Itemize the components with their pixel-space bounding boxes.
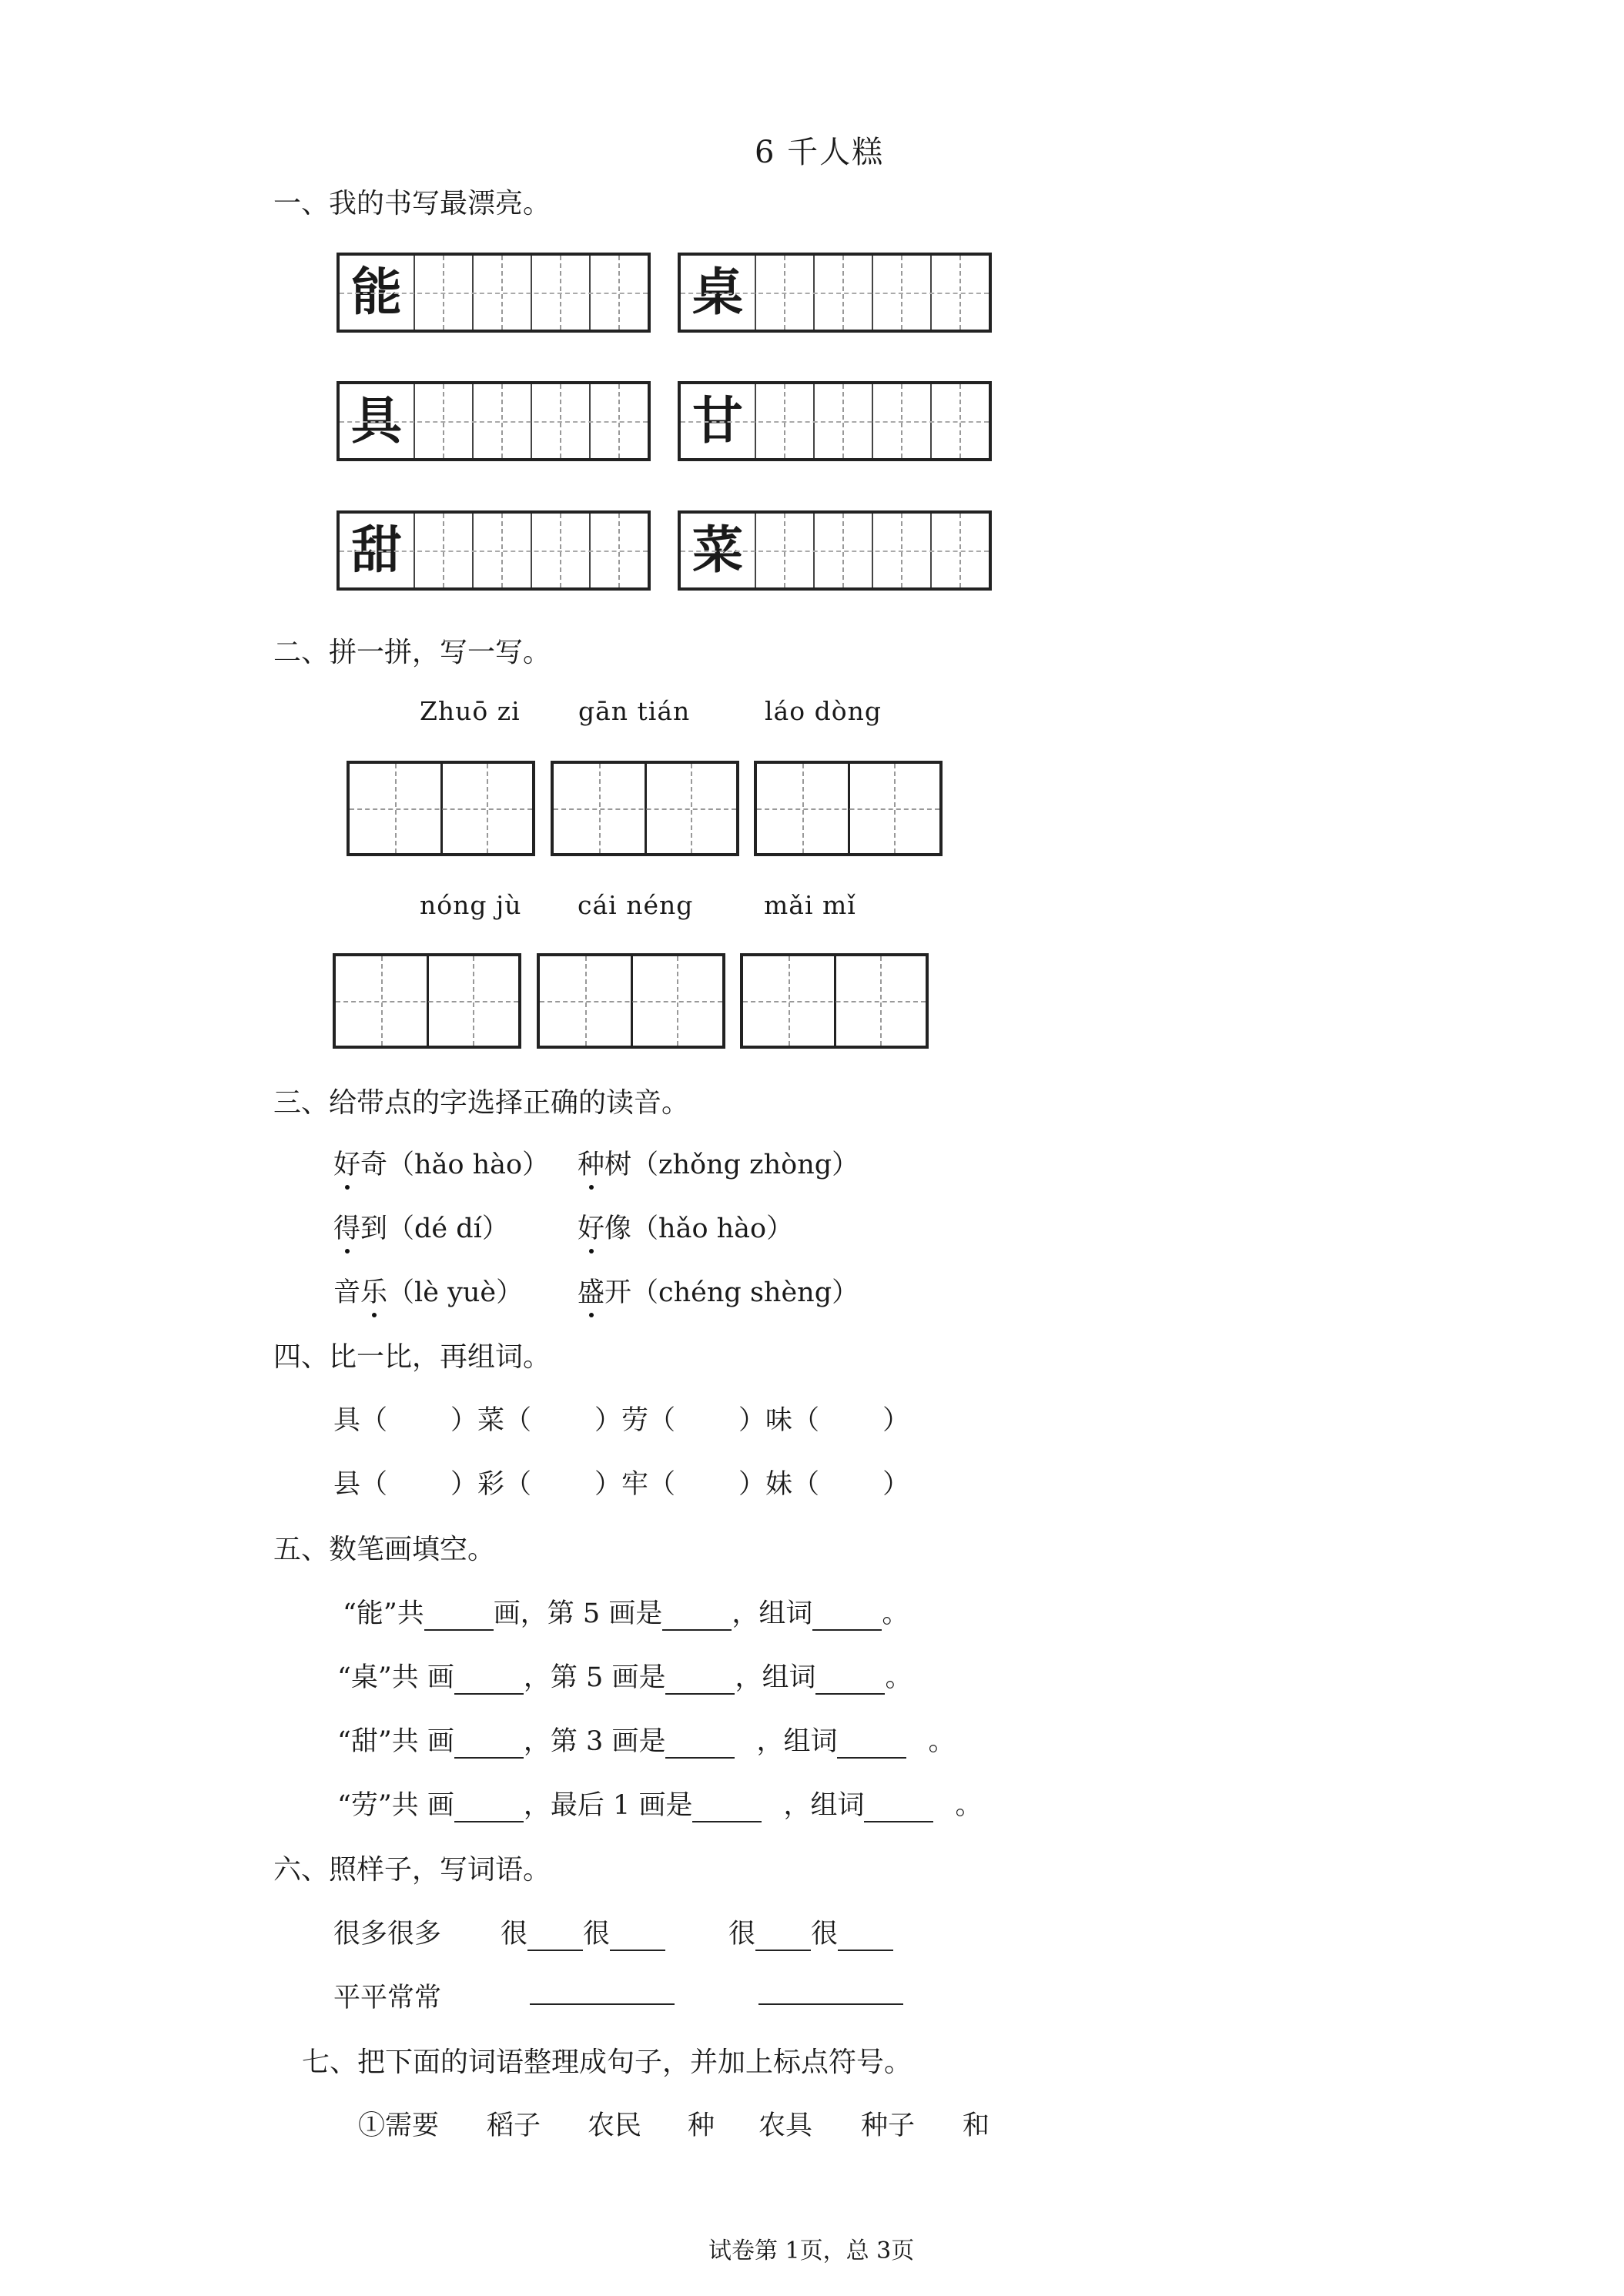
pinyin-options[interactable]: （chéng shèng）	[631, 1277, 859, 1308]
page-footer: 试卷第 1页，总 3页	[708, 2237, 915, 2264]
pinyin-options[interactable]: （hǎo hào）	[631, 1213, 794, 1244]
compare-char: 县（	[333, 1469, 388, 1500]
answer-blank[interactable]	[837, 1734, 906, 1759]
pinyin-prompt: Zhuō zi	[420, 696, 521, 726]
page-title: 6 千人糕	[755, 135, 885, 170]
writing-grid[interactable]	[537, 953, 725, 1049]
pattern-char: 很	[728, 1919, 756, 1950]
writing-grid[interactable]	[347, 761, 535, 856]
pinyin-prompt: láo dòng	[765, 696, 882, 726]
pronunciation-item	[333, 1207, 509, 1246]
compare-char: ）	[882, 1469, 910, 1500]
pattern-fill	[728, 1913, 893, 1951]
section-2-heading: 二、拼一拼，写一写。	[273, 637, 551, 668]
cell-guide	[540, 1001, 722, 1002]
pronunciation-item	[578, 1271, 859, 1310]
model-character: 具	[351, 391, 402, 450]
stroke-text: 。	[885, 1662, 912, 1693]
cell-guide	[757, 808, 939, 810]
word-bank-item: 种	[688, 2110, 715, 2141]
answer-blank[interactable]	[662, 1606, 732, 1631]
word-bank-item: 种子	[861, 2110, 916, 2141]
answer-blank[interactable]	[527, 1926, 583, 1951]
answer-blank[interactable]	[454, 1798, 524, 1822]
cell-guide	[336, 1001, 518, 1002]
model-character: 菜	[692, 520, 743, 580]
word-bank-item: 农具	[758, 2110, 813, 2141]
dotted-character: 乐	[360, 1277, 388, 1308]
cell-guide	[340, 421, 648, 423]
answer-blank[interactable]	[755, 1926, 811, 1951]
answer-blank[interactable]	[838, 1926, 893, 1951]
stroke-text: “甜”共 画	[337, 1726, 454, 1757]
pinyin-prompt: mǎi mǐ	[764, 890, 856, 920]
stroke-text: ，最后 1 画是	[523, 1790, 693, 1821]
pinyin-options[interactable]: （lè yuè）	[387, 1277, 524, 1308]
section-6-heading: 六、照样子，写词语。	[273, 1854, 551, 1886]
example-word: 很多很多	[333, 1919, 442, 1950]
answer-blank[interactable]	[454, 1734, 524, 1759]
stroke-text: 画，第 5 画是	[493, 1598, 663, 1629]
example-word: 平平常常	[333, 1983, 442, 2013]
stroke-text: “能”共	[343, 1598, 424, 1629]
answer-blank[interactable]	[758, 1980, 903, 2005]
pinyin-prompt: nóng jù	[420, 890, 522, 920]
writing-grid[interactable]	[333, 953, 521, 1049]
cell-guide	[340, 551, 648, 552]
char-practice-row[interactable]	[337, 381, 651, 461]
cell-guide	[340, 293, 648, 294]
answer-blank[interactable]	[424, 1606, 494, 1631]
word-rest: 到	[360, 1213, 388, 1244]
char-practice-row[interactable]	[678, 510, 992, 591]
stroke-line	[337, 1720, 955, 1759]
compare-char: ）菜（	[450, 1405, 532, 1436]
cell-guide	[743, 1001, 926, 1002]
pinyin-prompt: cái néng	[578, 890, 694, 920]
pronunciation-item	[333, 1143, 549, 1182]
answer-blank[interactable]	[610, 1926, 665, 1951]
word-bank-item: ①需要	[358, 2110, 440, 2141]
pattern-char: 很	[583, 1919, 611, 1950]
stroke-text: 。	[882, 1598, 909, 1629]
answer-blank[interactable]	[530, 1980, 675, 2005]
word-bank-item: 和	[963, 2110, 990, 2141]
model-character: 能	[351, 263, 402, 322]
dotted-character: 好	[578, 1213, 605, 1244]
char-practice-row[interactable]	[337, 510, 651, 591]
stroke-text: ，第 3 画是	[523, 1726, 666, 1757]
writing-grid[interactable]	[551, 761, 739, 856]
stroke-text: ，第 5 画是	[523, 1662, 666, 1693]
pinyin-options[interactable]: （dé dí）	[387, 1213, 509, 1244]
stroke-text: ，组词	[735, 1662, 816, 1693]
pattern-fill	[501, 1913, 665, 1951]
compare-char: ）劳（	[594, 1405, 676, 1436]
writing-grid[interactable]	[754, 761, 943, 856]
section-4-heading: 四、比一比，再组词。	[273, 1341, 551, 1373]
answer-blank[interactable]	[815, 1670, 885, 1695]
answer-blank[interactable]	[812, 1606, 882, 1631]
dotted-character: 盛	[578, 1277, 605, 1308]
model-character: 甘	[692, 391, 743, 450]
section-7-heading: 七、把下面的词语整理成句子，并加上标点符号。	[302, 2047, 912, 2078]
compare-char: ）味（	[738, 1405, 820, 1436]
stroke-text: ，组词	[783, 1790, 865, 1821]
compare-char: ）彩（	[450, 1469, 532, 1500]
pronunciation-item	[578, 1207, 793, 1246]
stroke-text: “桌”共 画	[337, 1662, 454, 1693]
compare-char: ）牢（	[594, 1469, 676, 1500]
stroke-text: 。	[928, 1726, 956, 1757]
answer-blank[interactable]	[864, 1798, 933, 1822]
dotted-character: 好	[333, 1150, 361, 1180]
char-practice-row[interactable]	[678, 381, 992, 461]
char-practice-row[interactable]	[337, 253, 651, 333]
section-5-heading: 五、数笔画填空。	[273, 1534, 496, 1565]
word-rest: 音	[333, 1277, 361, 1308]
dotted-character: 得	[333, 1213, 361, 1244]
cell-guide	[681, 551, 989, 552]
pinyin-options[interactable]: （zhǒng zhòng）	[631, 1150, 859, 1180]
word-bank-item: 稻子	[487, 2110, 541, 2141]
word-rest: 树	[604, 1150, 632, 1180]
stroke-text: ，组词	[756, 1726, 838, 1757]
pattern-char: 很	[501, 1919, 528, 1950]
stroke-line	[337, 1784, 982, 1822]
writing-grid[interactable]	[740, 953, 929, 1049]
pinyin-options[interactable]: （hǎo hào）	[387, 1150, 550, 1180]
stroke-line	[337, 1656, 912, 1695]
stroke-text: ，组词	[732, 1598, 813, 1629]
cell-guide	[554, 808, 736, 810]
cell-guide	[350, 808, 532, 810]
word-rest: 开	[604, 1277, 632, 1308]
dotted-character: 种	[578, 1150, 605, 1180]
compare-char: ）妹（	[738, 1469, 820, 1500]
answer-blank[interactable]	[692, 1798, 762, 1822]
compare-row	[333, 1399, 909, 1438]
pronunciation-item	[333, 1271, 523, 1310]
compare-row	[333, 1463, 909, 1501]
char-practice-row[interactable]	[678, 253, 992, 333]
word-bank-item: 农民	[588, 2110, 642, 2141]
answer-blank[interactable]	[454, 1670, 524, 1695]
model-character: 甜	[351, 520, 402, 580]
pattern-char: 很	[811, 1919, 839, 1950]
stroke-text: “劳”共 画	[337, 1790, 454, 1821]
compare-char: 具（	[333, 1405, 388, 1436]
stroke-line	[343, 1592, 909, 1631]
word-rest: 奇	[360, 1150, 388, 1180]
pinyin-prompt: gān tián	[578, 696, 691, 726]
pronunciation-item	[578, 1143, 859, 1182]
answer-blank[interactable]	[665, 1670, 735, 1695]
answer-blank[interactable]	[665, 1734, 735, 1759]
section-1-heading: 一、我的书写最漂亮。	[273, 188, 551, 219]
stroke-text: 。	[955, 1790, 983, 1821]
section-3-heading: 三、给带点的字选择正确的读音。	[273, 1087, 690, 1119]
compare-char: ）	[882, 1405, 910, 1436]
word-rest: 像	[604, 1213, 632, 1244]
model-character: 桌	[692, 263, 743, 322]
cell-guide	[681, 421, 989, 423]
cell-guide	[681, 293, 989, 294]
